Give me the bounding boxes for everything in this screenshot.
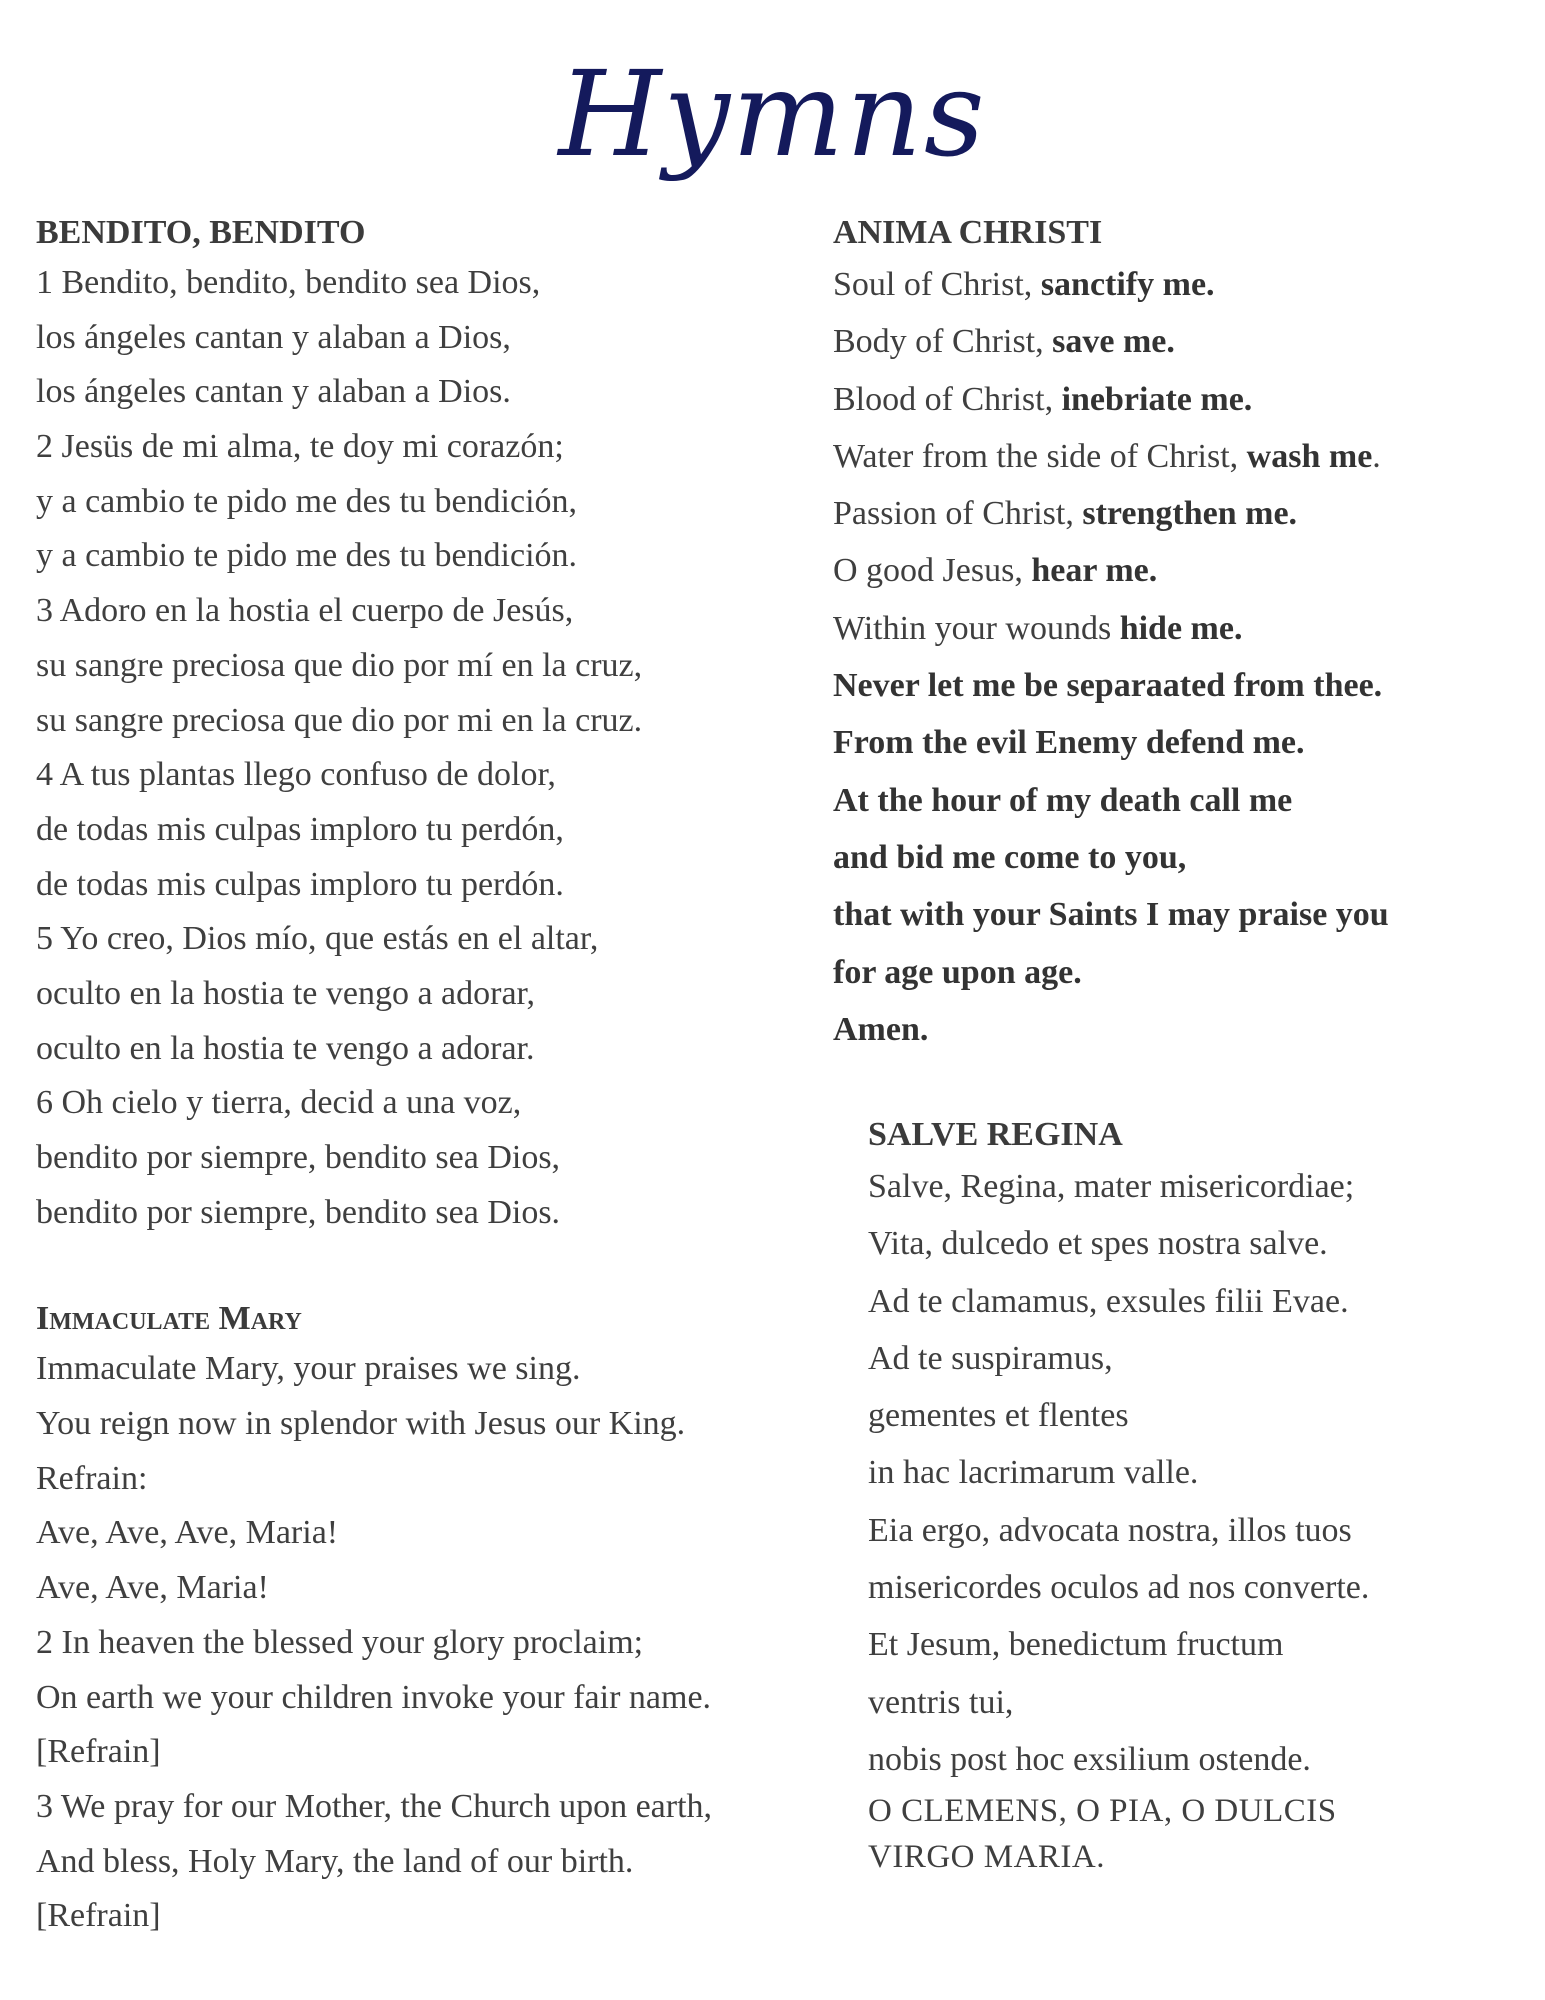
lyric-line xyxy=(833,428,1523,485)
lyric-plain: Passion of Christ, xyxy=(833,495,1083,533)
lyric-line: bendito por siempre, bendito sea Dios. xyxy=(36,1193,561,1231)
lyric-plain: Soul of Christ, xyxy=(833,266,1041,303)
lyric-line: Salve, Regina, mater misericordiae; xyxy=(868,1168,1355,1205)
lyric-line: Ave, Ave, Ave, Maria! xyxy=(36,1514,339,1552)
lyric-line: de todas mis culpas imploro tu perdón. xyxy=(36,865,564,903)
lyric-plain: O good Jesus, xyxy=(833,552,1032,590)
lyric-line xyxy=(833,944,1523,1001)
lyric-line: Vita, dulcedo et spes nostra salve. xyxy=(868,1225,1328,1263)
lyric-line: 2 Jesüs de mi alma, te doy mi corazón; xyxy=(36,428,564,466)
lyric-plain: Blood of Christ, xyxy=(833,380,1062,418)
lyric-line: bendito por siempre, bendito sea Dios, xyxy=(36,1139,561,1176)
lyric-line: 3 Adoro en la hostia el cuerpo de Jesús, xyxy=(36,592,574,630)
lyric-bold: From the evil Enemy defend me. xyxy=(833,724,1305,762)
lyric-line: 2 In heaven the blessed your glory proclaim; xyxy=(36,1623,644,1661)
lyric-line: Eia ergo, advocata nostra, illos tuos xyxy=(868,1511,1352,1549)
lyric-line: gementes et flentes xyxy=(868,1397,1129,1435)
lyric-bold: Never let me be separaated from thee. xyxy=(833,667,1383,705)
lyric-line: Ave, Ave, Maria! xyxy=(36,1569,269,1607)
lyric-line: Et Jesum, benedictum fructum xyxy=(868,1626,1284,1664)
lyric-line: de todas mis culpas imploro tu perdón, xyxy=(36,810,564,848)
lyric-bold: hide me. xyxy=(1119,609,1243,647)
right-column-bottom xyxy=(868,1114,1528,1880)
lyric-line xyxy=(833,1001,1523,1058)
lyric-line: y a cambio te pido me des tu bendición. xyxy=(36,537,578,575)
lyric-line xyxy=(833,485,1523,542)
lyric-tail: . xyxy=(1372,437,1381,475)
lyric-line: [Refrain] xyxy=(36,1897,161,1935)
lyric-line: Refrain: xyxy=(36,1459,148,1497)
lyric-line xyxy=(833,256,1523,313)
lyric-line: su sangre preciosa que dio por mí en la cruz, xyxy=(36,646,643,684)
lyric-line xyxy=(833,542,1523,599)
immaculate-lyrics xyxy=(36,1342,836,1944)
lyric-bold: save me. xyxy=(1052,323,1175,361)
lyric-line: 1 Bendito, bendito, bendito sea Dios, xyxy=(36,264,541,301)
lyric-bold: that with your Saints I may praise you xyxy=(833,896,1389,934)
lyric-line xyxy=(833,600,1523,657)
salve-lyrics xyxy=(868,1158,1528,1788)
lyric-line: And bless, Holy Mary, the land of our birth. xyxy=(36,1842,634,1880)
lyric-line xyxy=(833,714,1523,771)
lyric-plain: Within your wounds xyxy=(833,609,1120,647)
lyric-line: You reign now in splendor with Jesus our King. xyxy=(36,1405,686,1443)
lyric-line xyxy=(833,313,1523,370)
lyric-line: 6 Oh cielo y tierra, decid a una voz, xyxy=(36,1084,522,1122)
lyric-line xyxy=(833,772,1523,829)
lyric-line xyxy=(833,886,1523,943)
lyric-line: Ad te suspiramus, xyxy=(868,1339,1113,1377)
immaculate-heading: Immaculate Mary xyxy=(36,1300,302,1338)
lyric-line: 5 Yo creo, Dios mío, que estás en el altar, xyxy=(36,920,599,958)
lyric-line: nobis post hoc exsilium ostende. xyxy=(868,1740,1311,1778)
lyric-bold: At the hour of my death call me xyxy=(833,781,1293,819)
lyric-line: oculto en la hostia te vengo a adorar. xyxy=(36,1029,535,1067)
lyric-line: [Refrain] xyxy=(36,1733,161,1771)
lyric-line: ventris tui, xyxy=(868,1683,1014,1721)
lyric-bold: for age upon age. xyxy=(833,953,1082,991)
bendito-lyrics xyxy=(36,256,836,1240)
page-title: Hymns xyxy=(558,45,987,183)
lyric-line xyxy=(833,829,1523,886)
anima-lyrics xyxy=(833,256,1523,1058)
left-column xyxy=(36,212,836,1944)
lyric-bold: strengthen me. xyxy=(1082,495,1298,533)
lyric-line: in hac lacrimarum valle. xyxy=(868,1454,1199,1492)
lyric-bold: Amen. xyxy=(833,1010,929,1048)
lyric-line: y a cambio te pido me des tu bendición, xyxy=(36,482,578,520)
lyric-bold: and bid me come to you, xyxy=(833,838,1187,876)
salve-heading: SALVE REGINA xyxy=(868,1116,1123,1153)
lyric-bold: inebriate me. xyxy=(1061,380,1253,418)
anima-heading: ANIMA CHRISTI xyxy=(833,214,1103,251)
lyric-line: oculto en la hostia te vengo a adorar, xyxy=(36,974,536,1012)
right-column-top xyxy=(833,212,1523,1058)
lyric-line: 3 We pray for our Mother, the Church upon earth, xyxy=(36,1787,713,1825)
closing-line: O CLEMENS, O PIA, O DULCIS xyxy=(868,1793,1337,1830)
lyric-line: los ángeles cantan y alaban a Dios, xyxy=(36,318,511,356)
lyric-plain: Water from the side of Christ, xyxy=(833,437,1247,475)
lyric-bold: hear me. xyxy=(1031,552,1158,590)
salve-closing xyxy=(868,1788,1528,1880)
lyric-bold: sanctify me. xyxy=(1040,266,1215,303)
lyric-line: misericordes oculos ad nos converte. xyxy=(868,1569,1370,1607)
lyric-line: Immaculate Mary, your praises we sing. xyxy=(36,1350,581,1388)
lyric-line: Ad te clamamus, exsules filii Evae. xyxy=(868,1282,1349,1320)
lyric-bold: wash me xyxy=(1246,437,1373,475)
lyric-line: su sangre preciosa que dio por mi en la cruz. xyxy=(36,701,643,739)
bendito-heading: BENDITO, BENDITO xyxy=(36,214,366,251)
lyric-line: 4 A tus plantas llego confuso de dolor, xyxy=(36,756,556,794)
lyric-line: los ángeles cantan y alaban a Dios. xyxy=(36,373,511,411)
lyric-line xyxy=(833,657,1523,714)
lyric-plain: Body of Christ, xyxy=(833,323,1053,361)
closing-line: VIRGO MARIA. xyxy=(868,1839,1105,1876)
lyric-line: On earth we your children invoke your fair name. xyxy=(36,1678,712,1716)
lyric-line xyxy=(833,371,1523,428)
